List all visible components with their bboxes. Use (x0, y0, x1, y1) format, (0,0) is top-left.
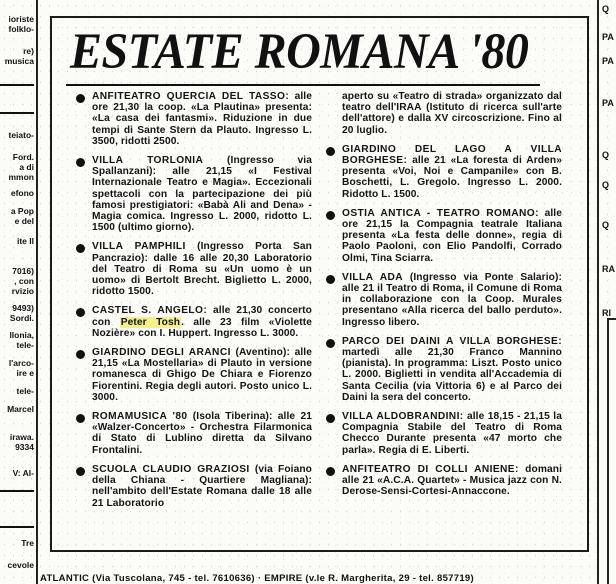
right-fragment: Q (602, 4, 610, 14)
venue-name: VILLA TORLONIA (92, 155, 204, 167)
left-fragment: , con (14, 276, 34, 286)
left-fragment: l'arco- (8, 358, 34, 368)
entry-details: martedì alle 21,30 Franco Mannino (pianista). In programma: Liszt. Posto unico L. 2000. Biglietti in vendita all'Accademia di Santa Cecilia (via Vittoria 6) e al Parco dei Daini la sera del concerto. (342, 347, 562, 403)
right-fragment: PA (602, 98, 614, 108)
venue-name: VILLA ALDOBRANDINI: (342, 411, 464, 423)
listing-entry (326, 336, 562, 403)
bullet-icon (326, 275, 335, 284)
right-fragment: Q (602, 150, 610, 160)
listing-entry (76, 155, 312, 233)
venue-name: GIARDINO DEL LAGO A VILLA BORGHESE: (342, 143, 562, 167)
entry-details: . alle 23 film «Violette Nozière» con I. Huppert. Ingresso L. 3000. (92, 316, 312, 339)
venue-name: OSTIA ANTICA - TEATRO ROMANO: (342, 207, 539, 219)
left-fragment: e del (14, 216, 34, 226)
column-divider-right (597, 0, 599, 584)
listing-entry (76, 241, 312, 297)
entry-details: (Ingresso Porta San Pancrazio): dalle 16 alle 20,30 Laboratorio del Teatro di Roma su «Un uomo è un uomo» di Bertolt Brecht. Biglietto L. 2000, ridotto 1500. (92, 241, 312, 298)
left-fragment: ire e (16, 368, 34, 378)
right-fragment: PA (602, 32, 614, 42)
right-adjacent-column (602, 0, 616, 584)
left-fragment: folklo- (8, 24, 34, 34)
estate-romana-box (50, 16, 589, 552)
entry-details: aperto su «Teatro di strada» organizzato dal teatro dell'IRAA (Istituto di ricerca sull'arte dell'attore) e dalla XV circoscrizione. Fino al 20 luglio. (342, 91, 562, 136)
listing-entry (326, 144, 562, 200)
venue-name: ANFITEATRO DI COLLI ANIENE: (342, 463, 519, 475)
entry-details: alle ore 21,30 la coop. «La Plautina» presenta: «La casa dei fantasmi». Riduzione in due tempi di Sante Stern da Plauto. Ingresso L. 3500, ridotti 2500. (92, 91, 312, 147)
left-fragment: tele- (16, 340, 34, 350)
left-fragment: a Pop (10, 206, 34, 216)
bullet-icon (76, 244, 85, 253)
left-rule (0, 112, 34, 114)
entry-details: alle 21 «La foresta di Arden» presenta «Voi, Noi e Campanile» con B. Boschetti, L. Gregolo. Ingresso L. 2000. Ridotto L. 1500. (342, 155, 562, 200)
left-fragment: llonia, (9, 330, 34, 340)
page-title: ESTATE ROMANA '80 (70, 23, 529, 80)
highlighted-text: Peter Tosh (120, 316, 181, 328)
left-rule (0, 84, 34, 86)
left-fragment: 9334 (15, 442, 34, 452)
bullet-icon (326, 147, 335, 156)
venue-name: SCUOLA CLAUDIO GRAZIOSI (92, 463, 250, 475)
right-fragment: PA (602, 56, 614, 66)
bullet-icon (326, 414, 335, 423)
bullet-icon (326, 467, 335, 476)
listing-entry-continuation (326, 91, 562, 136)
venue-name: GIARDINO DEGLI ARANCI (92, 347, 231, 359)
venue-name: PARCO DEI DAINI A VILLA BORGHESE: (342, 335, 562, 347)
left-fragment: Ford. (12, 152, 34, 162)
left-fragment: V: Al- (12, 468, 34, 478)
bullet-icon (76, 414, 85, 423)
listing-column-2 (326, 91, 562, 506)
bullet-icon (326, 211, 335, 220)
cinema-listing-strip: ATLANTIC (Via Tuscolana, 745 - tel. 7610636) · EMPIRE (v.le R. Margherita, 29 - tel. 857719) (40, 573, 474, 584)
column-divider-left (36, 0, 38, 584)
venue-name: CASTEL S. ANGELO: (92, 305, 208, 317)
listing-column-1 (76, 91, 312, 517)
bullet-icon (76, 308, 85, 317)
left-fragment: cevole (7, 560, 34, 570)
venue-name: VILLA PAMPHILI (92, 241, 186, 253)
left-fragment: mmon (8, 172, 34, 182)
left-fragment: Sordi. (9, 313, 34, 323)
entry-details: alle 18,15 - 21,15 la Compagnia Stabile del Teatro di Roma Checco Durante presenta «47 morto che parla». Regia di E. Liberti. (342, 411, 562, 456)
venue-name: ROMAMUSICA '80 (92, 411, 188, 423)
listing-entry (326, 208, 562, 264)
entry-details: alle 21,30 concerto con (92, 305, 312, 328)
entry-details: (Ingresso via Spallanzani): alle 21,15 «I Festival Internazionale Teatro e Magia». Eccezionali spettacoli con la partecipazione dei più famosi prestigiatori: «Babà Ali and Dena» - Magia comica. Ingresso L. 2000, ridotto L. 1500 (ultimo giorno). (92, 155, 312, 234)
left-fragment: tele- (16, 386, 34, 396)
bullet-icon (76, 350, 85, 359)
title-underline (66, 84, 540, 86)
right-fragment: RI (602, 308, 611, 318)
entry-details: (Aventino): alle 21,15 «La Mostellaria» di Plauto in versione romanesca di Ghigo De Chiara e Fiorenzo Fiorentini. Regia degli autori. Posto unico L. 3000. (92, 347, 312, 403)
bullet-icon (76, 467, 85, 476)
left-rule (0, 490, 34, 492)
left-fragment: Marcel (7, 404, 34, 414)
entry-details: (Isola Tiberina): alle 21 «Walzer-Concerto» - Orchestra Filarmonica di Stato di Lublino diretta da Silvano Frontalini. (92, 411, 312, 456)
left-fragment: rvizio (11, 286, 34, 296)
right-fragment: RA (602, 264, 615, 274)
left-adjacent-column (0, 0, 34, 584)
listing-entry (326, 464, 562, 498)
right-box-edge (607, 318, 616, 584)
right-fragment: Q (602, 220, 610, 230)
bullet-icon (76, 158, 85, 167)
entry-details: alle ore 21,15 la Compagnia teatrale Italiana presenta «La festa delle donne», regia di Paolo Paoloni, con Elio Pandolfi, Corrado Olmi, Tina Sciarra. (342, 207, 562, 264)
entry-details: (Ingresso via Ponte Salario): alle 21 il Teatro di Roma, il Comune di Roma in collaborazione con la Coop. Murales presentano «Alla ricerca del ballo perduto». Ingresso libero. (342, 271, 562, 328)
listing-entry (326, 272, 562, 328)
left-fragment: irawa. (9, 432, 34, 442)
left-fragment: 9493) (12, 303, 34, 313)
venue-name: VILLA ADA (342, 271, 404, 283)
left-fragment: ite Il (16, 236, 34, 246)
right-fragment: Q (602, 180, 610, 190)
left-fragment: ioriste (8, 14, 34, 24)
left-fragment: efono (10, 188, 34, 198)
entry-details: domani alle 21 «A.C.A. Quartet» - Musica jazz con N. Derose-Sensi-Cortesi-Annaccone. (342, 463, 562, 498)
listing-entry (76, 411, 312, 456)
left-rule (0, 526, 34, 528)
listing-entry (76, 305, 312, 339)
left-fragment: 7016) (12, 266, 34, 276)
left-fragment: a di (19, 162, 34, 172)
listing-entry (76, 347, 312, 403)
entry-details: (via Foiano della Chiana - Quartiere Magliana): nell'ambito dell'Estate Romana dalle 18 alle 21 Laboratorio (92, 463, 313, 509)
listing-entry (76, 464, 312, 509)
left-fragment: re) (23, 46, 34, 56)
bullet-icon (326, 339, 335, 348)
left-fragment: teiato- (8, 130, 34, 140)
bullet-icon (76, 94, 85, 103)
venue-name: ANFITEATRO QUERCIA DEL TASSO: (92, 91, 290, 102)
left-fragment: musica (4, 56, 34, 66)
listing-entry (76, 91, 312, 147)
listing-entry (326, 411, 562, 456)
left-fragment: Tre (21, 538, 34, 548)
